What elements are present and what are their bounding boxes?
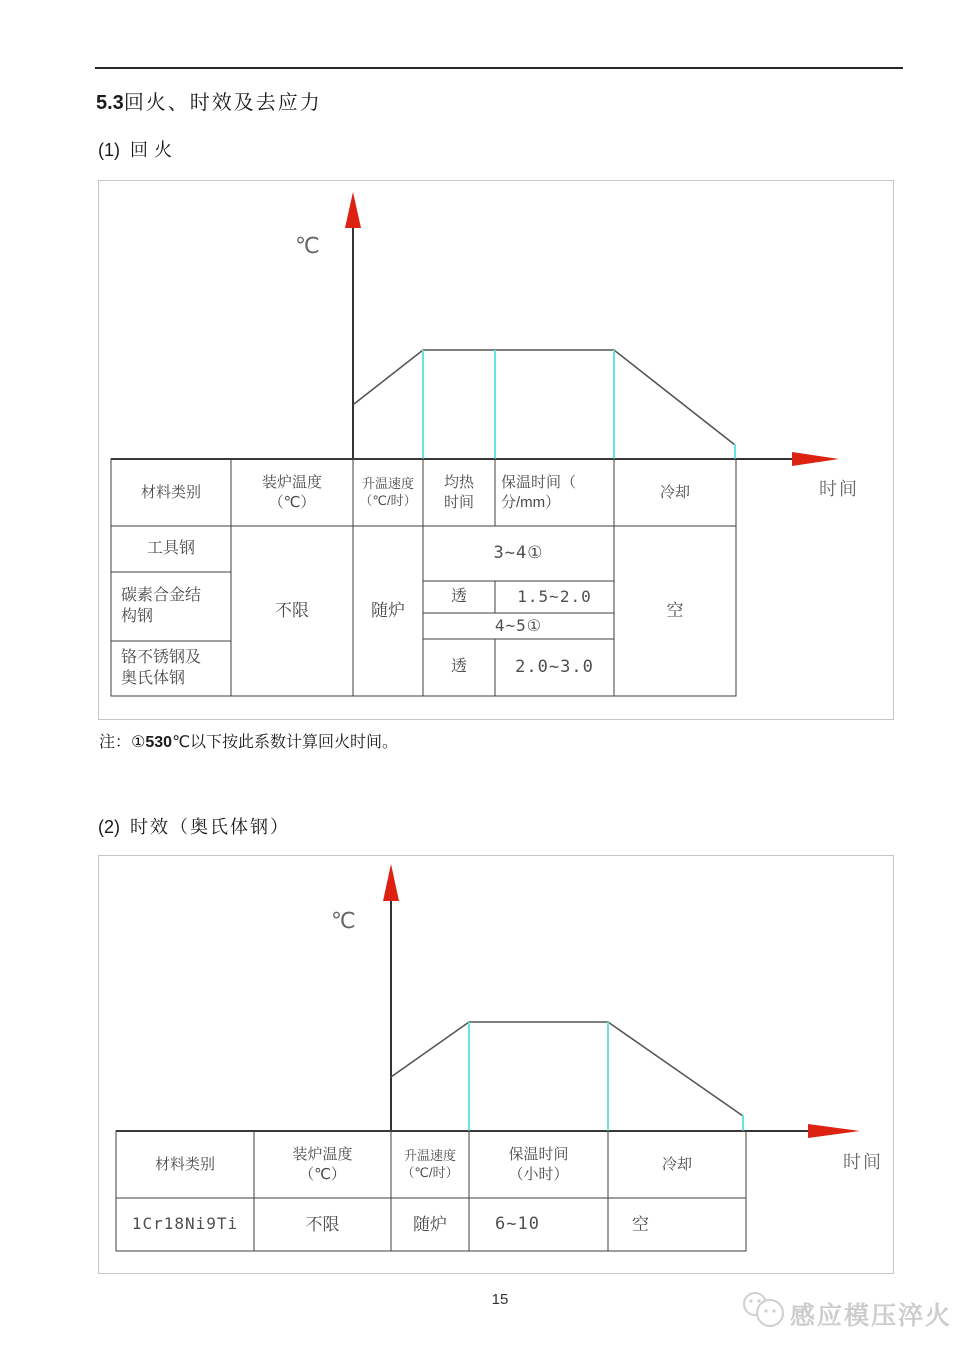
th-line: 均热 xyxy=(443,474,474,492)
cell-cooling xyxy=(614,526,736,696)
section-number: 5.3 xyxy=(96,92,124,114)
th-cooling xyxy=(608,1133,746,1196)
watermark-logo-icon xyxy=(740,1290,788,1332)
page-number: 15 xyxy=(491,1291,509,1308)
th-line: （℃/时） xyxy=(359,492,417,508)
cell-charge-temp xyxy=(254,1198,391,1251)
cell-row3-value xyxy=(423,613,614,639)
th-cooling xyxy=(614,461,736,524)
cell-row2-value xyxy=(495,581,614,613)
y-axis-label: ℃ xyxy=(295,233,322,258)
th-heating-rate xyxy=(353,461,423,524)
th-line: 时间 xyxy=(443,493,474,511)
th-soak-time xyxy=(423,461,495,524)
th-line: （℃） xyxy=(299,1165,346,1183)
y-axis-arrow xyxy=(383,864,399,901)
top-rule xyxy=(95,67,903,69)
figure-2-aging-diagram xyxy=(98,855,894,1274)
note-bold-value: 530 xyxy=(145,734,173,751)
cell-line: 随炉 xyxy=(371,601,405,621)
cell-material-tool-steel xyxy=(111,526,231,572)
cell-heating-rate xyxy=(353,526,423,696)
cell-line: 碳素合金结 xyxy=(121,587,202,605)
cell-soak-row1 xyxy=(423,526,614,581)
th-line: 分/mm） xyxy=(501,493,561,511)
x-axis-arrow xyxy=(808,1124,860,1138)
cell-row4-value xyxy=(495,639,614,696)
section-title: 回火、时效及去应力 xyxy=(123,92,322,114)
cell-line: 工具钢 xyxy=(146,539,195,557)
cell-line: 1.5~2.0 xyxy=(517,586,592,606)
x-axis-arrow xyxy=(792,452,839,466)
subsection-2-title: 时效（奥氏体钢） xyxy=(130,817,291,837)
th-line: （℃/时） xyxy=(401,1164,459,1180)
th-line: 冷却 xyxy=(661,1155,692,1173)
subsection-1-heading xyxy=(98,136,178,162)
th-line: （小时） xyxy=(508,1165,569,1183)
th-line: 装炉温度 xyxy=(261,474,322,492)
cell-line: 6~10 xyxy=(495,1213,540,1234)
cell-line: 空 xyxy=(666,601,684,621)
cell-line: 铬不锈钢及 xyxy=(121,649,202,667)
cell-line: 不限 xyxy=(305,1214,340,1234)
subsection-2-label: (2) xyxy=(98,817,120,837)
cell-heating-rate xyxy=(391,1198,469,1251)
cell-line: 不限 xyxy=(275,601,309,621)
cell-material-carbon-alloy xyxy=(111,572,231,641)
cell-line: 2.0~3.0 xyxy=(515,656,594,677)
cell-line: 空 xyxy=(632,1214,649,1234)
x-axis-label: 时间 xyxy=(819,479,859,499)
figure-1-tempering-diagram xyxy=(98,180,894,720)
note-suffix: ℃以下按此系数计算回火时间。 xyxy=(172,734,399,751)
cell-line: 4~5① xyxy=(494,615,543,635)
th-line: 材料类别 xyxy=(140,483,201,501)
th-heating-rate xyxy=(391,1133,469,1196)
temp-curve xyxy=(391,1022,743,1116)
th-hold-time xyxy=(469,1133,608,1196)
y-axis-label: ℃ xyxy=(331,908,358,933)
figure-1-note xyxy=(99,729,398,752)
cell-row2-through xyxy=(423,581,495,613)
th-line: 保温时间（ xyxy=(501,474,577,492)
note-prefix: 注：① xyxy=(99,734,146,751)
cell-line: 奥氏体钢 xyxy=(121,669,186,687)
cell-hold-time xyxy=(469,1198,608,1251)
subsection-2-heading xyxy=(98,813,290,839)
th-line: 冷却 xyxy=(659,483,690,501)
cell-line: 构钢 xyxy=(121,607,154,625)
th-line: 保温时间 xyxy=(508,1146,569,1164)
th-line: 装炉温度 xyxy=(292,1146,353,1164)
temp-curve xyxy=(354,350,735,445)
watermark-text: 感应模压淬火 xyxy=(790,1302,953,1330)
th-line: （℃） xyxy=(268,493,316,511)
th-hold-time xyxy=(495,461,614,524)
th-line: 升温速度 xyxy=(361,475,414,491)
y-axis-arrow xyxy=(345,192,361,228)
subsection-1-label: (1) xyxy=(98,140,120,160)
cell-line: 随炉 xyxy=(413,1214,447,1234)
cell-line: 3~4① xyxy=(493,542,544,563)
th-material-type xyxy=(111,461,231,524)
th-charge-temp xyxy=(231,461,353,524)
cell-line: 1Cr18Ni9Ti xyxy=(131,1214,239,1234)
cell-charge-temp xyxy=(231,526,353,696)
cell-line: 透 xyxy=(450,658,467,676)
cell-line: 透 xyxy=(450,587,467,605)
subsection-1-title: 回火 xyxy=(130,140,179,160)
cell-row4-through xyxy=(423,639,495,696)
th-material-type xyxy=(116,1133,254,1196)
x-axis-label: 时间 xyxy=(843,1152,883,1172)
th-line: 材料类别 xyxy=(154,1155,215,1173)
section-heading xyxy=(96,86,322,115)
cell-material-1cr18ni9ti xyxy=(116,1198,254,1251)
th-line: 升温速度 xyxy=(403,1147,456,1163)
cell-material-cr-stainless xyxy=(111,641,231,696)
th-charge-temp xyxy=(254,1133,391,1196)
cell-cooling xyxy=(608,1198,746,1251)
